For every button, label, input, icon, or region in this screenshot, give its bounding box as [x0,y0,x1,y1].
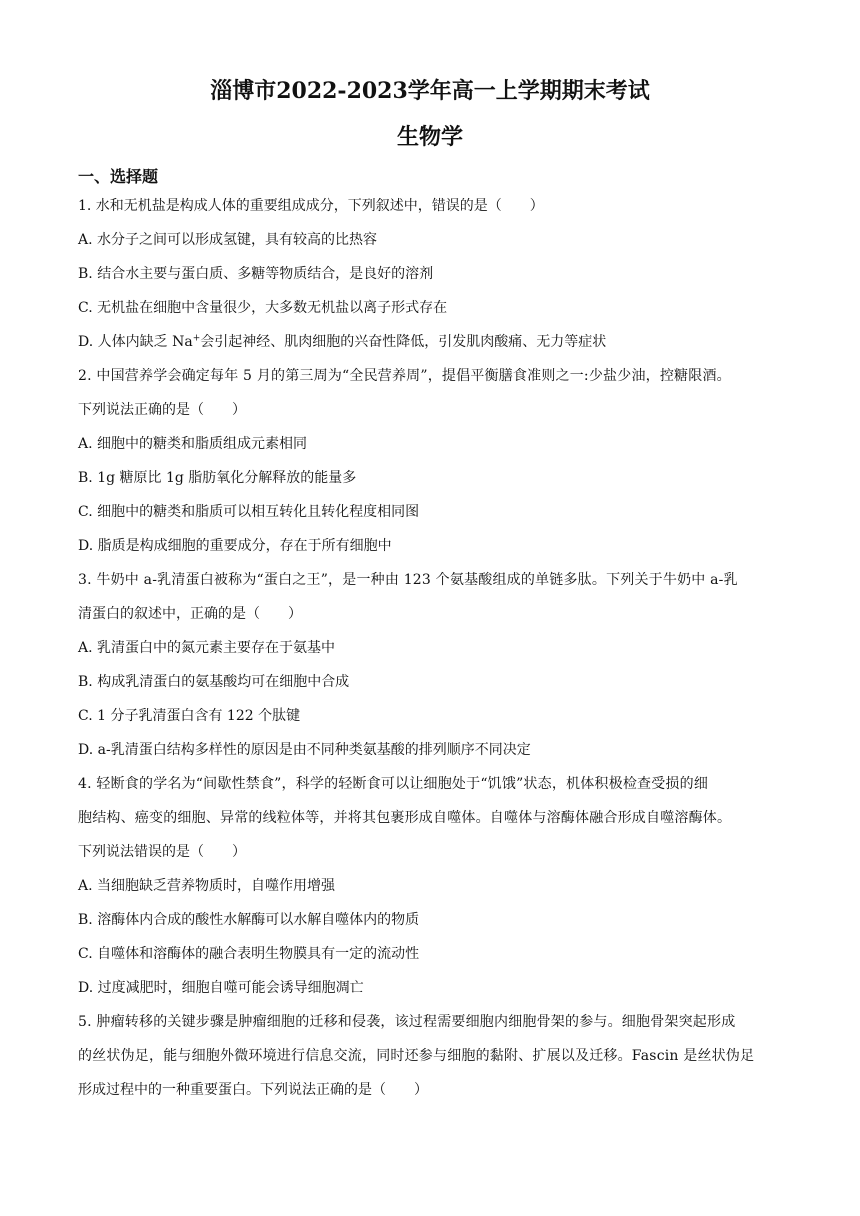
subject-title: 生物学 [396,124,463,150]
question-5-stem-line-2: 的丝状伪足，能与细胞外微环境进行信息交流，同时还参与细胞的黏附、扩展以及迁移。Fascin 是丝状伪足 [78,1048,755,1064]
question-4-stem-line-1: 4. 轻断食的学名为“间歇性禁食”，科学的轻断食可以让细胞处于“饥饿”状态，机体积极检查受损的细 [78,776,709,792]
exam-title: 淄博市2022-2023学年高一上学期期末考试 [210,78,650,104]
question-5-stem-line-3: 形成过程中的一种重要蛋白。下列说法正确的是（ ） [78,1082,428,1098]
question-5-stem-line-1: 5. 肿瘤转移的关键步骤是肿瘤细胞的迁移和侵袭，该过程需要细胞内细胞骨架的参与。细胞骨架突起形成 [78,1014,736,1030]
question-4-stem-line-3: 下列说法错误的是（ ） [78,844,246,860]
question-1-stem: 1. 水和无机盐是构成人体的重要组成成分，下列叙述中，错误的是（ ） [78,198,544,214]
question-2-stem-line-1: 2. 中国营养学会确定每年 5 月的第三周为“全民营养周”，提倡平衡膳食准则之一:少盐少油，控糖限酒。 [78,368,731,384]
question-2-option-a: A. 细胞中的糖类和脂质组成元素相同 [78,436,308,452]
section-heading: 一、选择题 [78,167,159,186]
question-3-option-d: D. a-乳清蛋白结构多样性的原因是由不同种类氨基酸的排列顺序不同决定 [78,742,531,758]
question-1-option-a: A. 水分子之间可以形成氢键，具有较高的比热容 [78,232,378,248]
question-4-option-c: C. 自噬体和溶酶体的融合表明生物膜具有一定的流动性 [78,946,420,962]
question-3-stem-line-1: 3. 牛奶中 a-乳清蛋白被称为“蛋白之王”，是一种由 123 个氨基酸组成的单链多肽。下列关于牛奶中 a-乳 [78,572,738,588]
question-3-option-b: B. 构成乳清蛋白的氨基酸均可在细胞中合成 [78,674,350,690]
question-1-option-c: C. 无机盐在细胞中含量很少，大多数无机盐以离子形式存在 [78,300,448,316]
question-3-option-a: A. 乳清蛋白中的氮元素主要存在于氨基中 [78,640,336,656]
sodium-charge: + [192,333,201,344]
option-d-text-start: D. 人体内缺乏 Na [78,334,193,350]
question-2-option-b: B. 1g 糖原比 1g 脂肪氧化分解释放的能量多 [78,470,357,486]
question-4-option-b: B. 溶酶体内合成的酸性水解酶可以水解自噬体内的物质 [78,912,420,928]
question-2-option-c: C. 细胞中的糖类和脂质可以相互转化且转化程度相同图 [78,504,420,520]
question-3-stem-line-2: 清蛋白的叙述中，正确的是（ ） [78,606,302,622]
question-2-option-d: D. 脂质是构成细胞的重要成分，存在于所有细胞中 [78,538,392,554]
option-d-text-end: 会引起神经、肌肉细胞的兴奋性降低，引发肌肉酸痛、无力等症状 [200,334,607,350]
question-2-stem-line-2: 下列说法正确的是（ ） [78,402,246,418]
question-1-option-d [78,333,606,351]
question-4-option-d: D. 过度减肥时，细胞自噬可能会诱导细胞凋亡 [78,980,364,996]
question-3-option-c: C. 1 分子乳清蛋白含有 122 个肽键 [78,708,301,724]
question-1-option-b: B. 结合水主要与蛋白质、多糖等物质结合，是良好的溶剂 [78,266,434,282]
question-4-stem-line-2: 胞结构、癌变的细胞、异常的线粒体等，并将其包裹形成自噬体。自噬体与溶酶体融合形成自噬溶酶体。 [78,810,732,826]
question-4-option-a: A. 当细胞缺乏营养物质时，自噬作用增强 [78,878,336,894]
